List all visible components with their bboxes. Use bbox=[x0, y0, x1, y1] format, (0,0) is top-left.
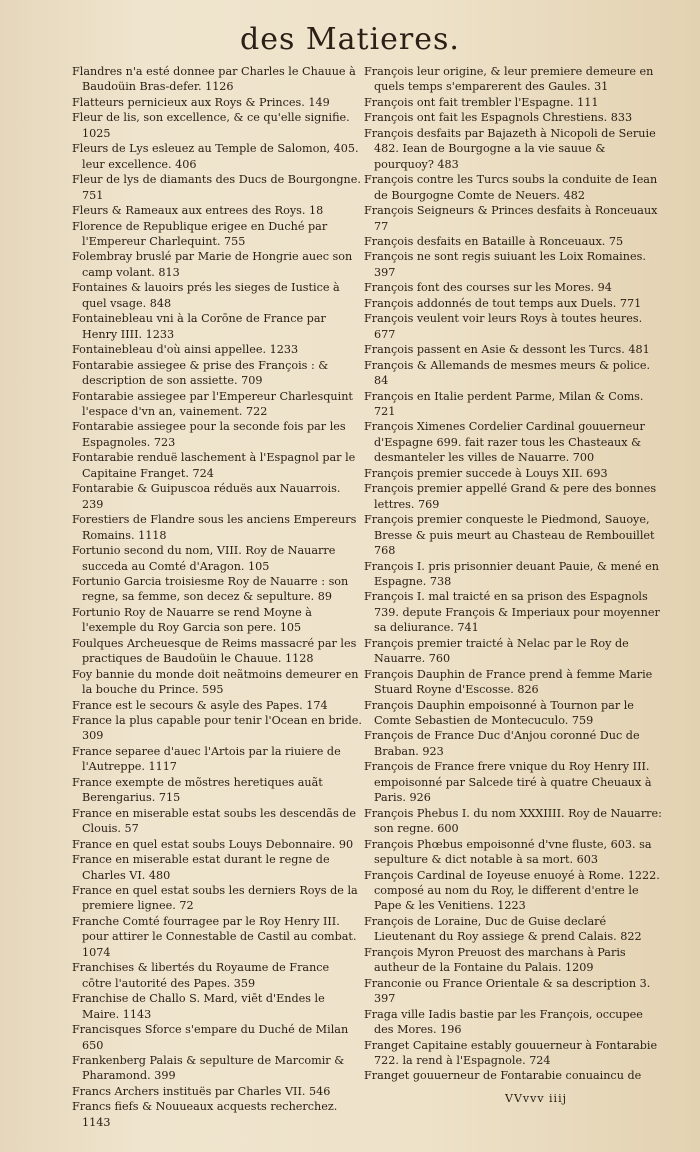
index-entry: François premier appellé Grand & pere des bonnes lettres. 769 bbox=[364, 482, 657, 511]
index-entry: Foy bannie du monde doit neãtmoins demeurer en la bouche du Prince. 595 bbox=[72, 667, 359, 697]
index-entry: Franget gouuerneur de Fontarabie conuaincu de bbox=[364, 1069, 642, 1083]
index-entry: Foulques Archeuesque de Reims massacré par les practiques de Baudoüin le Chauue. 1128 bbox=[72, 636, 357, 666]
index-entry: France exempte de mõstres heretiques auãt Berengarius. 715 bbox=[72, 775, 323, 805]
index-entry: Fontarabie assiegee pour la seconde fois par les Espagnoles. 723 bbox=[72, 420, 346, 449]
index-entry: François en Italie perdent Parme, Milan & Coms. 721 bbox=[364, 389, 644, 418]
index-entry: Fontainebleau d'où ainsi appellee. 1233 bbox=[72, 343, 299, 357]
index-entry: François Seigneurs & Princes desfaits à Ronceuaux 77 bbox=[364, 204, 658, 233]
index-entry: François ont fait les Espagnols Chrestiens. 833 bbox=[364, 111, 633, 125]
index-entry: Fontarabie assiegee par l'Empereur Charlesquint l'espace d'vn an, vainement. 722 bbox=[72, 389, 353, 418]
index-entry: François Cardinal de Ioyeuse enuoyé à Rome. 1222. composé au nom du Roy, le different d'entre le Pape & les Venitiens. 1223 bbox=[364, 868, 660, 913]
index-entry: Fontaines & lauoirs prés les sieges de Iustice à quel vsage. 848 bbox=[72, 281, 340, 310]
index-entry: Frankenberg Palais & sepulture de Marcomir & Pharamond. 399 bbox=[72, 1054, 345, 1083]
index-entry: François de Loraine, Duc de Guise declaré Lieutenant du Roy assiege & prend Calais. 822 bbox=[364, 914, 642, 944]
index-entry: François I. pris prisonnier deuant Pauie, & mené en Espagne. 738 bbox=[364, 559, 659, 588]
index-entry: François premier traicté à Nelac par le Roy de Nauarre. 760 bbox=[364, 636, 629, 666]
index-entry: Franconie ou France Orientale & sa description 3. 397 bbox=[364, 976, 651, 1006]
running-head: des Matieres. bbox=[240, 22, 460, 57]
index-entry: François de France Duc d'Anjou coronné Duc de Braban. 923 bbox=[364, 729, 640, 758]
index-entry: Fontarabie renduë laschement à l'Espagnol par le Capitaine Franget. 724 bbox=[72, 451, 356, 480]
index-entry: François passent en Asie & dessont les Turcs. 481 bbox=[364, 343, 650, 357]
index-entry: Fleur de lis, son excellence, & ce qu'elle signifie. 1025 bbox=[72, 111, 350, 140]
index-entry: Florence de Republique erigee en Duché par l'Empereur Charlequint. 755 bbox=[72, 219, 328, 248]
index-entry: Fleurs & Rameaux aux entrees des Roys. 18 bbox=[72, 204, 324, 218]
index-entry: France en quel estat soubs Louys Debonnaire. 90 bbox=[72, 837, 354, 851]
index-entry: François veulent voir leurs Roys à toutes heures. 677 bbox=[364, 312, 643, 341]
index-entry: François ne sont regis suiuant les Loix Romaines. 397 bbox=[364, 250, 646, 279]
index-entry: François Phœbus empoisonné d'vne fluste, 603. sa sepulture & dict notable à sa mort. 603 bbox=[364, 837, 652, 867]
index-entry: François addonnés de tout temps aux Duels. 771 bbox=[364, 296, 642, 310]
index-entry: France la plus capable pour tenir l'Ocean en bride. 309 bbox=[72, 714, 362, 743]
index-entry: France en quel estat soubs les derniers Roys de la premiere lignee. 72 bbox=[72, 884, 358, 913]
index-entry: Fleur de lys de diamants des Ducs de Bourgongne. 751 bbox=[72, 173, 361, 202]
index-column-left bbox=[72, 64, 362, 1130]
index-entry: Franget Capitaine estably gouuerneur à Fontarabie 722. la rend à l'Espagnole. 724 bbox=[364, 1038, 658, 1067]
index-entry: François font des courses sur les Mores. 94 bbox=[364, 281, 612, 295]
index-entry: François de France frere vnique du Roy Henry III. empoisonné par Salcede tiré à quatre Cheuaux à Paris. 926 bbox=[364, 760, 652, 805]
index-entry: France en miserable estat soubs les descendãs de Clouis. 57 bbox=[72, 806, 357, 836]
signature-mark: VVvvv iiij bbox=[505, 1092, 567, 1105]
index-entry: Folembray bruslé par Marie de Hongrie auec son camp volant. 813 bbox=[72, 250, 353, 279]
index-entry: Francs fiefs & Nouueaux acquests recherchez. 1143 bbox=[72, 1100, 338, 1129]
index-entry: Flatteurs pernicieux aux Roys & Princes. 149 bbox=[72, 95, 330, 109]
index-entry: Franchise de Challo S. Mard, viēt d'Endes le Maire. 1143 bbox=[72, 992, 325, 1021]
index-entry: Fontarabie & Guipuscoa réduës aux Nauarrois. 239 bbox=[72, 482, 341, 511]
index-entry: Fontarabie assiegee & prise des François : & description de son assiette. 709 bbox=[72, 358, 329, 388]
index-entry: Flandres n'a esté donnee par Charles le Chauue à Baudoüin Bras-defer. 1126 bbox=[72, 65, 356, 94]
index-entry: Fortunio Garcia troisiesme Roy de Nauarre : son regne, sa femme, son decez & sepulture. 89 bbox=[72, 574, 349, 604]
index-entry: François Dauphin de France prend à femme Marie Stuard Royne d'Escosse. 826 bbox=[364, 667, 653, 697]
index-entry: François ont fait trembler l'Espagne. 111 bbox=[364, 95, 599, 109]
index-entry: Francs Archers instituës par Charles VII. 546 bbox=[72, 1084, 331, 1098]
index-entry: François Phebus I. du nom XXXIIII. Roy de Nauarre: son regne. 600 bbox=[364, 806, 662, 836]
index-entry: Franchises & libertés du Royaume de France cōtre l'autorité des Papes. 359 bbox=[72, 961, 330, 990]
index-entry: François contre les Turcs soubs la conduite de Iean de Bourgogne Comte de Neuers. 482 bbox=[364, 173, 658, 202]
index-entry: Fortunio Roy de Nauarre se rend Moyne à l'exemple du Roy Garcia son pere. 105 bbox=[72, 605, 312, 635]
index-entry: Fleurs de Lys esleuez au Temple de Salomon, 405. leur excellence. 406 bbox=[72, 142, 359, 171]
index-entry: Fontainebleau vni à la Corōne de France par Henry IIII. 1233 bbox=[72, 312, 326, 341]
index-entry: François leur origine, & leur premiere demeure en quels temps s'emparerent des Gaules. 31 bbox=[364, 65, 654, 94]
index-entry: François Ximenes Cordelier Cardinal gouuerneur d'Espagne 699. fait razer tous les Chasteaux & desmanteler les villes de Nauarre. 700 bbox=[364, 420, 645, 465]
index-entry: France en miserable estat durant le regne de Charles VI. 480 bbox=[72, 853, 330, 882]
index-entry: François I. mal traicté en sa prison des Espagnols 739. depute François & Imperiaux pour moyenner sa deliurance. 741 bbox=[364, 590, 660, 635]
index-column-right bbox=[364, 64, 664, 1084]
index-entry: Fortunio second du nom, VIII. Roy de Nauarre succeda au Comté d'Aragon. 105 bbox=[72, 544, 336, 573]
index-entry: François & Allemands de mesmes meurs & police. 84 bbox=[364, 358, 651, 388]
index-entry: François premier conqueste le Piedmond, Sauoye, Bresse & puis meurt au Chasteau de Rembouillet 768 bbox=[364, 513, 655, 558]
index-entry: France est le secours & asyle des Papes. 174 bbox=[72, 698, 328, 712]
index-entry: François Dauphin empoisonné à Tournon par le Comte Sebastien de Montecuculo. 759 bbox=[364, 698, 634, 728]
index-entry: Fraga ville Iadis bastie par les François, occupee des Mores. 196 bbox=[364, 1007, 643, 1037]
index-entry: France separee d'auec l'Artois par la riuiere de l'Autreppe. 1117 bbox=[72, 744, 341, 774]
index-entry: François premier succede à Louys XII. 693 bbox=[364, 466, 608, 480]
index-entry: Franche Comté fourragee par le Roy Henry III. pour attirer le Connestable de Castil au combat. 1074 bbox=[72, 914, 357, 959]
index-entry: Francisques Sforce s'empare du Duché de Milan 650 bbox=[72, 1023, 349, 1052]
index-entry: François desfaits en Bataille à Ronceuaux. 75 bbox=[364, 234, 624, 248]
index-entry: Forestiers de Flandre sous les anciens Empereurs Romains. 1118 bbox=[72, 513, 357, 542]
index-entry: François desfaits par Bajazeth à Nicopoli de Seruie 482. Iean de Bourgogne a la vie sauue & pourquoy? 483 bbox=[364, 126, 656, 171]
index-entry: François Myron Preuost des marchans à Paris autheur de la Fontaine du Palais. 1209 bbox=[364, 945, 626, 975]
